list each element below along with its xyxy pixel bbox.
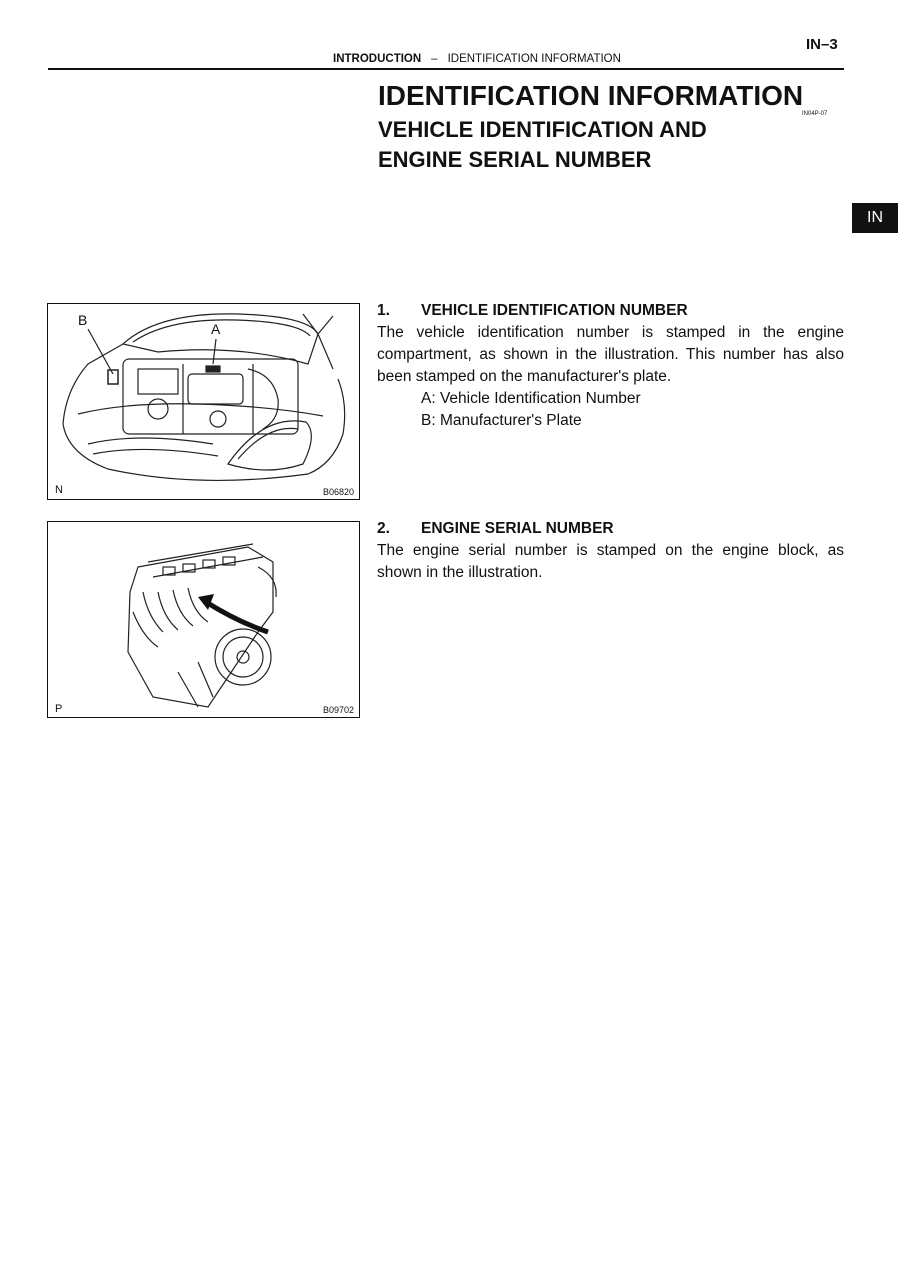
subtitle-line-2: ENGINE SERIAL NUMBER	[378, 147, 652, 172]
callout-a: A	[211, 321, 221, 337]
section-body: The vehicle identification number is stamped in the engine compartment, as shown in the illustration. This number has also been stamped on the manufacturer's plate.	[377, 324, 844, 385]
section-title: VEHICLE IDENTIFICATION NUMBER	[421, 302, 688, 319]
header-subsection: IDENTIFICATION INFORMATION	[447, 53, 621, 65]
page-number: IN–3	[806, 36, 838, 53]
list-item: B: Manufacturer's Plate	[421, 412, 582, 429]
section-title: ENGINE SERIAL NUMBER	[421, 520, 614, 537]
header-rule	[48, 68, 844, 70]
section-heading	[377, 300, 844, 322]
callout-b: B	[78, 312, 88, 328]
section-number: 2.	[377, 520, 390, 537]
subtitle-line-1: VEHICLE IDENTIFICATION AND	[378, 117, 707, 142]
figure-engine-block	[47, 521, 360, 718]
section-vehicle-id-number	[377, 300, 844, 432]
section-tab: IN	[852, 203, 898, 233]
figure-code: B06820	[323, 487, 355, 497]
figure-code: B09702	[323, 705, 355, 715]
section-body: The engine serial number is stamped on the engine block, as shown in the illustration.	[377, 542, 844, 581]
engine-block-illustration	[48, 522, 361, 719]
header-section: INTRODUCTION	[333, 53, 422, 65]
list-item: A: Vehicle Identification Number	[421, 390, 641, 407]
section-engine-serial-number	[377, 518, 844, 584]
section-heading	[377, 518, 844, 540]
page-title: IDENTIFICATION INFORMATION	[378, 80, 804, 111]
figure-corner-tag: N	[55, 484, 63, 496]
figure-corner-tag: P	[55, 703, 63, 715]
section-number: 1.	[377, 302, 390, 319]
running-header	[333, 53, 621, 65]
document-code: IN04P-07	[802, 111, 828, 117]
header-separator: –	[431, 53, 438, 65]
figure-engine-compartment	[47, 303, 360, 500]
engine-compartment-illustration	[48, 304, 361, 501]
page-subtitle	[378, 115, 707, 175]
